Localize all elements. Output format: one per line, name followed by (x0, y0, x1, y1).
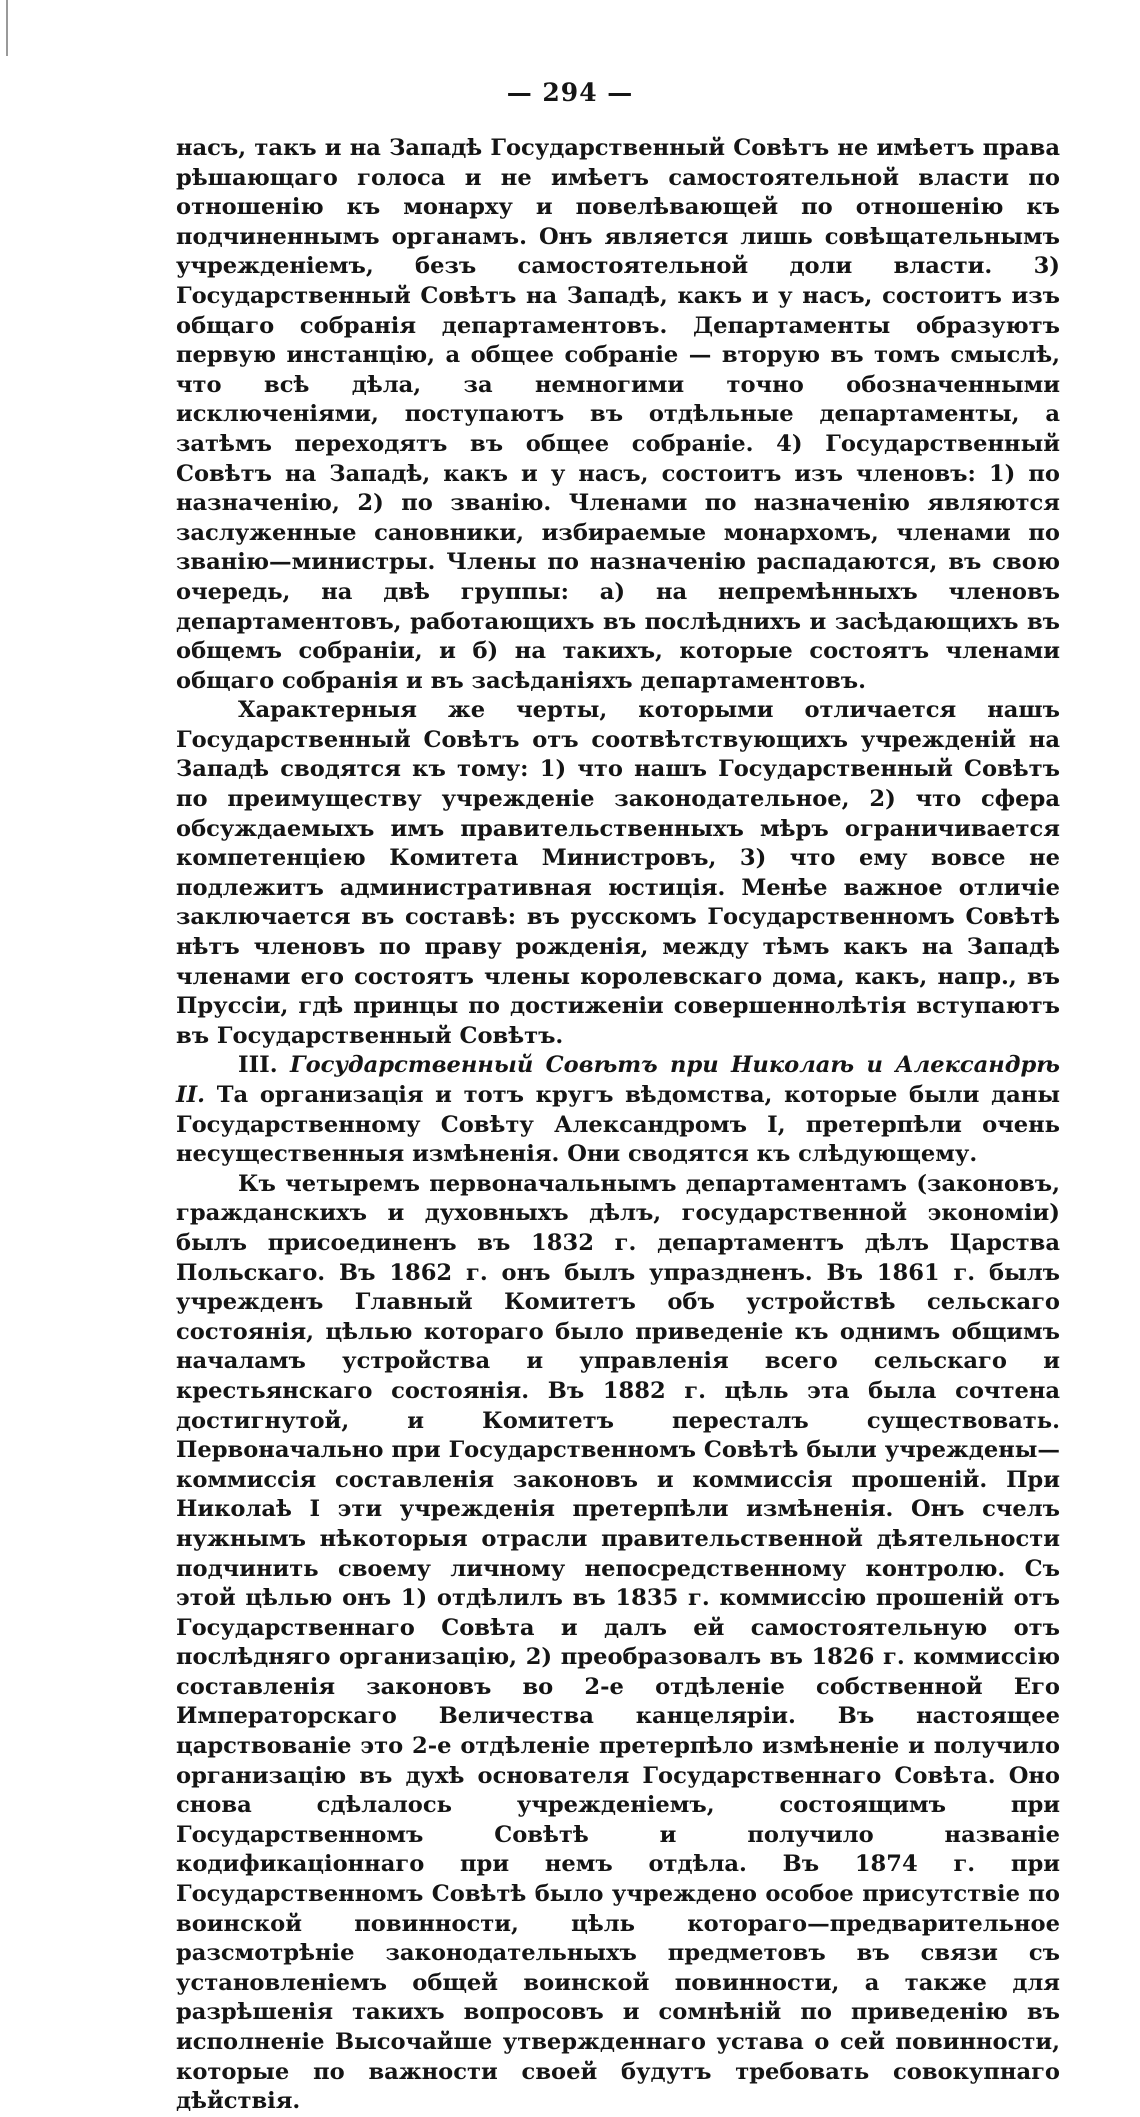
section-body: Та организація и тотъ кругъ вѣдомства, которые были даны Государственному Совѣту Александромъ I, претерпѣли очень несущественныя измѣненія. Они сводятся къ слѣдующему. (176, 1082, 1060, 1168)
section-heading: Государственный Совѣтъ при Николаѣ и Александрѣ II. (176, 1052, 1060, 1108)
paragraph-departments: Къ четыремъ первоначальнымъ департаментамъ (законовъ, гражданскихъ и духовныхъ дѣлъ, государственной экономіи) былъ присоединенъ въ 1832 г. департаментъ дѣлъ Царства Польскаго. Въ 1862 г. онъ былъ упраздненъ. Въ 1861 г. былъ учрежденъ Главный Комитетъ объ устройствѣ сельскаго состоянія, цѣлью котораго было приведеніе къ однимъ общимъ началамъ устройства и управленія всего сельскаго и крестьянскаго состоянія. Въ 1882 г. цѣль эта была сочтена достигнутой, и Комитетъ пересталъ существовать. Первоначально при Государственномъ Совѣтѣ были учреждены—коммиссія составленія законовъ и коммиссія прошеній. При Николаѣ I эти учрежденія претерпѣли измѣненія. Онъ счелъ нужнымъ нѣкоторыя отрасли правительственной дѣятельности подчинить своему личному непосредственному контролю. Съ этой цѣлью онъ 1) отдѣлилъ въ 1835 г. коммиссію прошеній отъ Государственнаго Совѣта и далъ ей самостоятельную отъ послѣдняго организацію, 2) преобразовалъ въ 1826 г. коммиссію составленія законовъ во 2-е отдѣленіе собственной Его Императорскаго Величества канцеляріи. Въ настоящее царствованіе это 2-е отдѣленіе претерпѣло измѣненіе и получило организацію въ духѣ основателя Государственнаго Совѣта. Оно снова сдѣлалось учрежденіемъ, состоящимъ при Государственномъ Совѣтѣ и получило названіе кодификаціоннаго при немъ отдѣла. Въ 1874 г. при Государственномъ Совѣтѣ было учреждено особое присутствіе по воинской повинности, цѣль котораго—предварительное разсмотрѣніе законодательныхъ предметовъ въ связи съ установленіемъ общей воинской повинности, а также для разрѣшенія такихъ вопросовъ и сомнѣній по приведенію въ исполненіе Высочайше утвержденнаго устава о сей повинности, которые по важности своей будутъ требовать совокупнаго дѣйствія. (176, 1170, 1060, 2115)
body-text (176, 134, 1060, 2117)
paragraph-section-iii (176, 1051, 1060, 1169)
paragraph-continuation: насъ, такъ и на Западѣ Государственный Совѣтъ не имѣетъ права рѣшающаго голоса и не имѣетъ самостоятельной власти по отношенію къ монарху и повелѣвающей по отношенію къ подчиненнымъ органамъ. Онъ является лишь совѣщательнымъ учрежденіемъ, безъ самостоятельной доли власти. 3) Государственный Совѣтъ на Западѣ, какъ и у насъ, состоитъ изъ общаго собранія департаментовъ. Департаменты образуютъ первую инстанцію, а общее собраніе — вторую въ томъ смыслѣ, что всѣ дѣла, за немногими точно обозначенными исключеніями, поступаютъ въ отдѣльные департаменты, а затѣмъ переходятъ въ общее собраніе. 4) Государственный Совѣтъ на Западѣ, какъ и у насъ, состоитъ изъ членовъ: 1) по назначенію, 2) по званію. Членами по назначенію являются заслуженные сановники, избираемые монархомъ, членами по званію—министры. Члены по назначенію распадаются, въ свою очередь, на двѣ группы: а) на непремѣнныхъ членовъ департаментовъ, работающихъ въ послѣднихъ и засѣдающихъ въ общемъ собраніи, и б) на такихъ, которые состоятъ членами общаго собранія и въ засѣданіяхъ департаментовъ. (176, 135, 1060, 694)
section-number: III. (238, 1052, 278, 1079)
page-number: — 294 — (506, 78, 634, 107)
scan-edge-mark (6, 0, 8, 56)
paragraph-characteristics: Характерныя же черты, которыми отличается нашъ Государственный Совѣтъ отъ соотвѣтствующихъ учрежденій на Западѣ сводятся къ тому: 1) что нашъ Государственный Совѣтъ по преимуществу учрежденіе законодательное, 2) что сфера обсуждаемыхъ имъ правительственныхъ мѣръ ограничивается компетенціею Комитета Министровъ, 3) что ему вовсе не подлежитъ административная юстиція. Менѣе важное отличіе заключается въ составѣ: въ русскомъ Государственномъ Совѣтѣ нѣтъ членовъ по праву рожденія, между тѣмъ какъ на Западѣ членами его состоятъ члены королевскаго дома, какъ, напр., въ Пруссіи, гдѣ принцы по достиженіи совершеннолѣтія вступаютъ въ Государственный Совѣтъ. (176, 697, 1060, 1049)
